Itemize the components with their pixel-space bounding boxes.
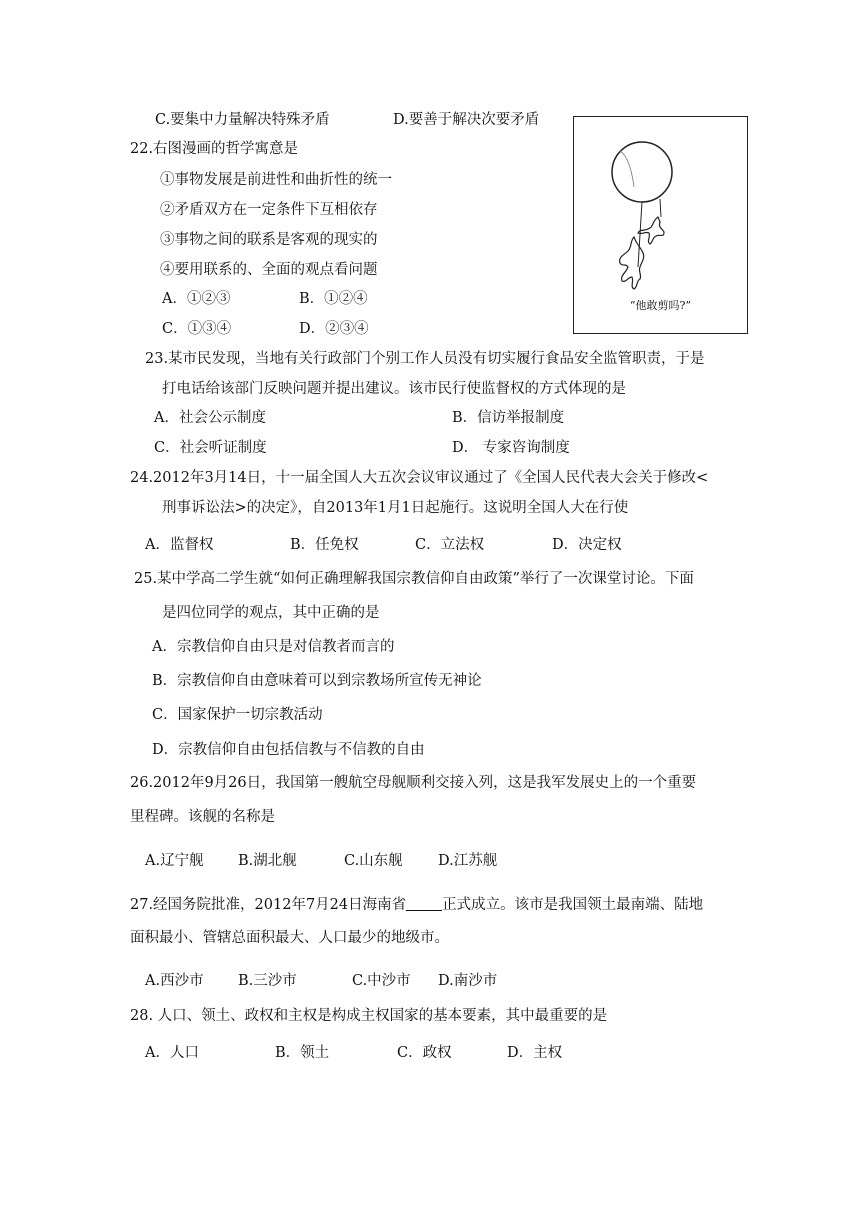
q22-item-3: ③事物之间的联系是客观的现实的 <box>160 232 378 248</box>
cartoon-caption: “他敢剪吗?” <box>629 299 692 312</box>
q23-option-b: B．信访举报制度 <box>452 410 565 426</box>
q21-option-d: D.要善于解决次要矛盾 <box>393 112 540 128</box>
balloon-shape <box>612 142 672 202</box>
q22-item-1: ①事物发展是前进性和曲折性的统一 <box>160 172 392 188</box>
q22-option-c: C．①③④ <box>162 321 232 337</box>
q22-item-4: ④要用联系的、全面的观点看问题 <box>160 262 378 278</box>
q24-stem-line1: 24.2012年3月14日，十一届全国人大五次会议审议通过了《全国人民代表大会关于修改< <box>130 470 709 486</box>
q25-option-a: A．宗教信仰自由只是对信教者而言的 <box>152 639 395 655</box>
q27-stem-part1: 27.经国务院批准，2012年7月24日海南省 <box>130 897 407 913</box>
q27-stem-line2: 面积最小、管辖总面积最大、人口最少的地级市。 <box>130 930 449 946</box>
q24-option-d: D．决定权 <box>552 537 622 553</box>
q28-option-d: D．主权 <box>507 1045 563 1061</box>
q27-stem-line1 <box>130 895 703 915</box>
q25-option-c: C．国家保护一切宗教活动 <box>152 707 323 723</box>
q26-option-b: B.湖北舰 <box>238 853 297 869</box>
q25-option-d: D．宗教信仰自由包括信教与不信教的自由 <box>152 742 425 758</box>
q24-option-b: B．任免权 <box>290 537 359 553</box>
q23-option-d: D． 专家咨询制度 <box>452 440 570 456</box>
q22-option-a: A．①②③ <box>162 291 231 307</box>
q22-option-d: D．②③④ <box>299 321 369 337</box>
q22-item-2: ②矛盾双方在一定条件下互相依存 <box>160 202 378 218</box>
q24-option-c: C．立法权 <box>415 537 485 553</box>
q28-option-a: A．人口 <box>145 1045 199 1061</box>
q27-stem-part2: 正式成立。该市是我国领土最南端、陆地 <box>442 897 704 913</box>
q23-stem-line2: 打电话给该部门反映问题并提出建议。该市民行使监督权的方式体现的是 <box>162 381 626 397</box>
q26-option-c: C.山东舰 <box>344 853 403 869</box>
q26-stem-line1: 26.2012年9月26日，我国第一艘航空母舰顺利交接入列，这是我军发展史上的一个重要 <box>130 775 697 791</box>
balloon-string <box>638 202 642 267</box>
q22-option-b: B．①②④ <box>299 291 368 307</box>
q26-stem-line2: 里程碑。该舰的名称是 <box>130 809 275 825</box>
q27-option-b: B.三沙市 <box>238 973 297 989</box>
q28-option-c: C．政权 <box>397 1045 452 1061</box>
q28-option-b: B．领土 <box>275 1045 330 1061</box>
q24-option-a: A．监督权 <box>145 537 214 553</box>
q25-option-b: B．宗教信仰自由意味着可以到宗教场所宣传无神论 <box>152 673 482 689</box>
q24-stem-line2: 刑事诉讼法>的决定》，自2013年1月1日起施行。这说明全国人大在行使 <box>162 500 629 516</box>
q23-stem-line1: 23.某市民发现，当地有关行政部门个别工作人员没有切实履行食品安全监管职责，于是 <box>145 351 705 367</box>
q28-stem: 28. 人口、领土、政权和主权是构成主权国家的基本要素，其中最重要的是 <box>130 1008 608 1024</box>
lower-figure <box>620 237 644 289</box>
q23-option-a: A．社会公示制度 <box>154 410 266 426</box>
q22-stem: 22.右图漫画的哲学寓意是 <box>130 141 299 157</box>
q21-option-c: C.要集中力量解决特殊矛盾 <box>155 112 330 128</box>
q27-answer-blank <box>406 896 442 911</box>
q27-option-d: D.南沙市 <box>438 973 498 989</box>
q26-option-d: D.江苏舰 <box>438 853 498 869</box>
q23-option-c: C．社会听证制度 <box>154 440 267 456</box>
q25-stem-line1: 25.某中学高二学生就“如何正确理解我国宗教信仰自由政策”举行了一次课堂讨论。下面 <box>134 571 694 587</box>
cartoon-figure <box>573 116 748 334</box>
q27-option-a: A.西沙市 <box>145 973 204 989</box>
q26-option-a: A.辽宁舰 <box>145 853 204 869</box>
q25-stem-line2: 是四位同学的观点，其中正确的是 <box>162 605 380 621</box>
q27-option-c: C.中沙市 <box>352 973 411 989</box>
upper-figure <box>638 217 664 244</box>
